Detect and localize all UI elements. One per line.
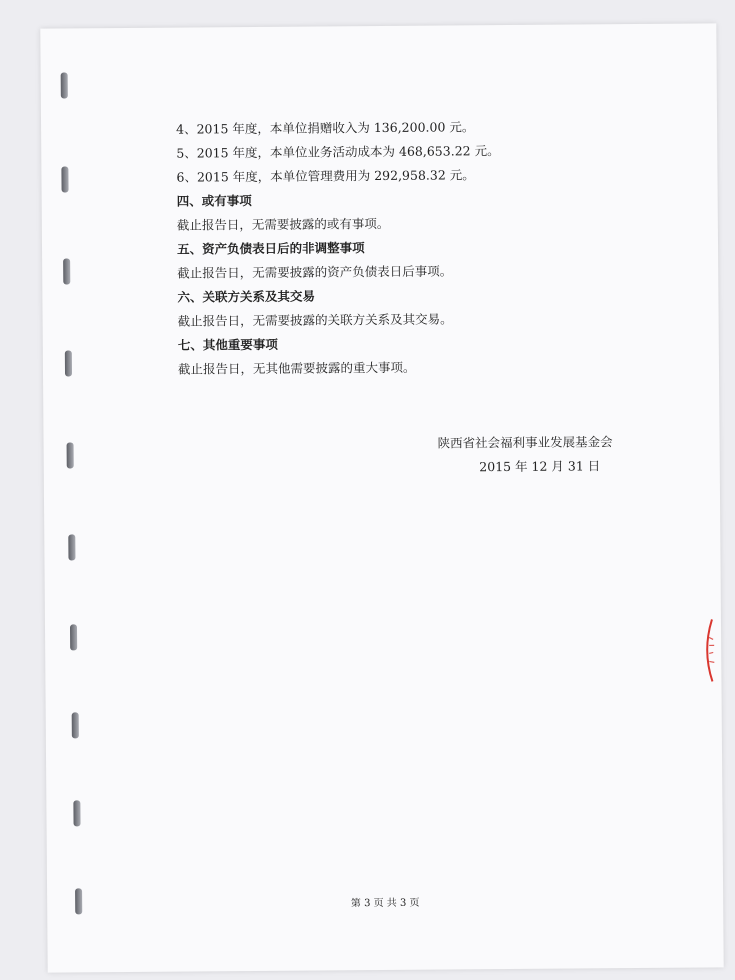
section-heading: 五、资产负债表日后的非调整事项 <box>176 240 365 257</box>
signature-date: 2015 年 12 月 31 日 <box>479 458 601 475</box>
body-line: 截止报告日，无需要披露的或有事项。 <box>176 215 390 233</box>
organization-name: 陕西省社会福利事业发展基金会 <box>437 434 613 451</box>
binder-hole <box>73 800 80 826</box>
binder-hole <box>67 442 74 468</box>
binder-hole <box>61 166 68 192</box>
body-line: 6、2015 年度，本单位管理费用为 292,958.32 元。 <box>176 167 475 185</box>
binder-hole <box>72 712 79 738</box>
document-page <box>40 23 723 972</box>
section-heading: 七、其他重要事项 <box>177 336 278 353</box>
body-line: 5、2015 年度，本单位业务活动成本为 468,653.22 元。 <box>176 143 500 161</box>
signature-block <box>419 430 659 480</box>
binder-hole <box>63 258 70 284</box>
section-heading: 六、关联方关系及其交易 <box>177 288 315 305</box>
page-footer: 第 3 页 共 3 页 <box>350 897 420 910</box>
body-line: 4、2015 年度，本单位捐赠收入为 136,200.00 元。 <box>176 119 475 137</box>
body-line: 截止报告日，无需要披露的资产负债表日后事项。 <box>177 263 453 281</box>
binder-hole <box>68 534 75 560</box>
body-line: 截止报告日，无需要披露的关联方关系及其交易。 <box>177 311 453 329</box>
binder-hole <box>61 72 68 98</box>
seal-stamp-fragment <box>700 615 717 685</box>
body-line: 截止报告日，无其他需要披露的重大事项。 <box>177 359 416 377</box>
binder-hole <box>65 350 72 376</box>
section-heading: 四、或有事项 <box>176 193 252 209</box>
binder-hole <box>70 624 77 650</box>
notes-body <box>176 114 638 382</box>
